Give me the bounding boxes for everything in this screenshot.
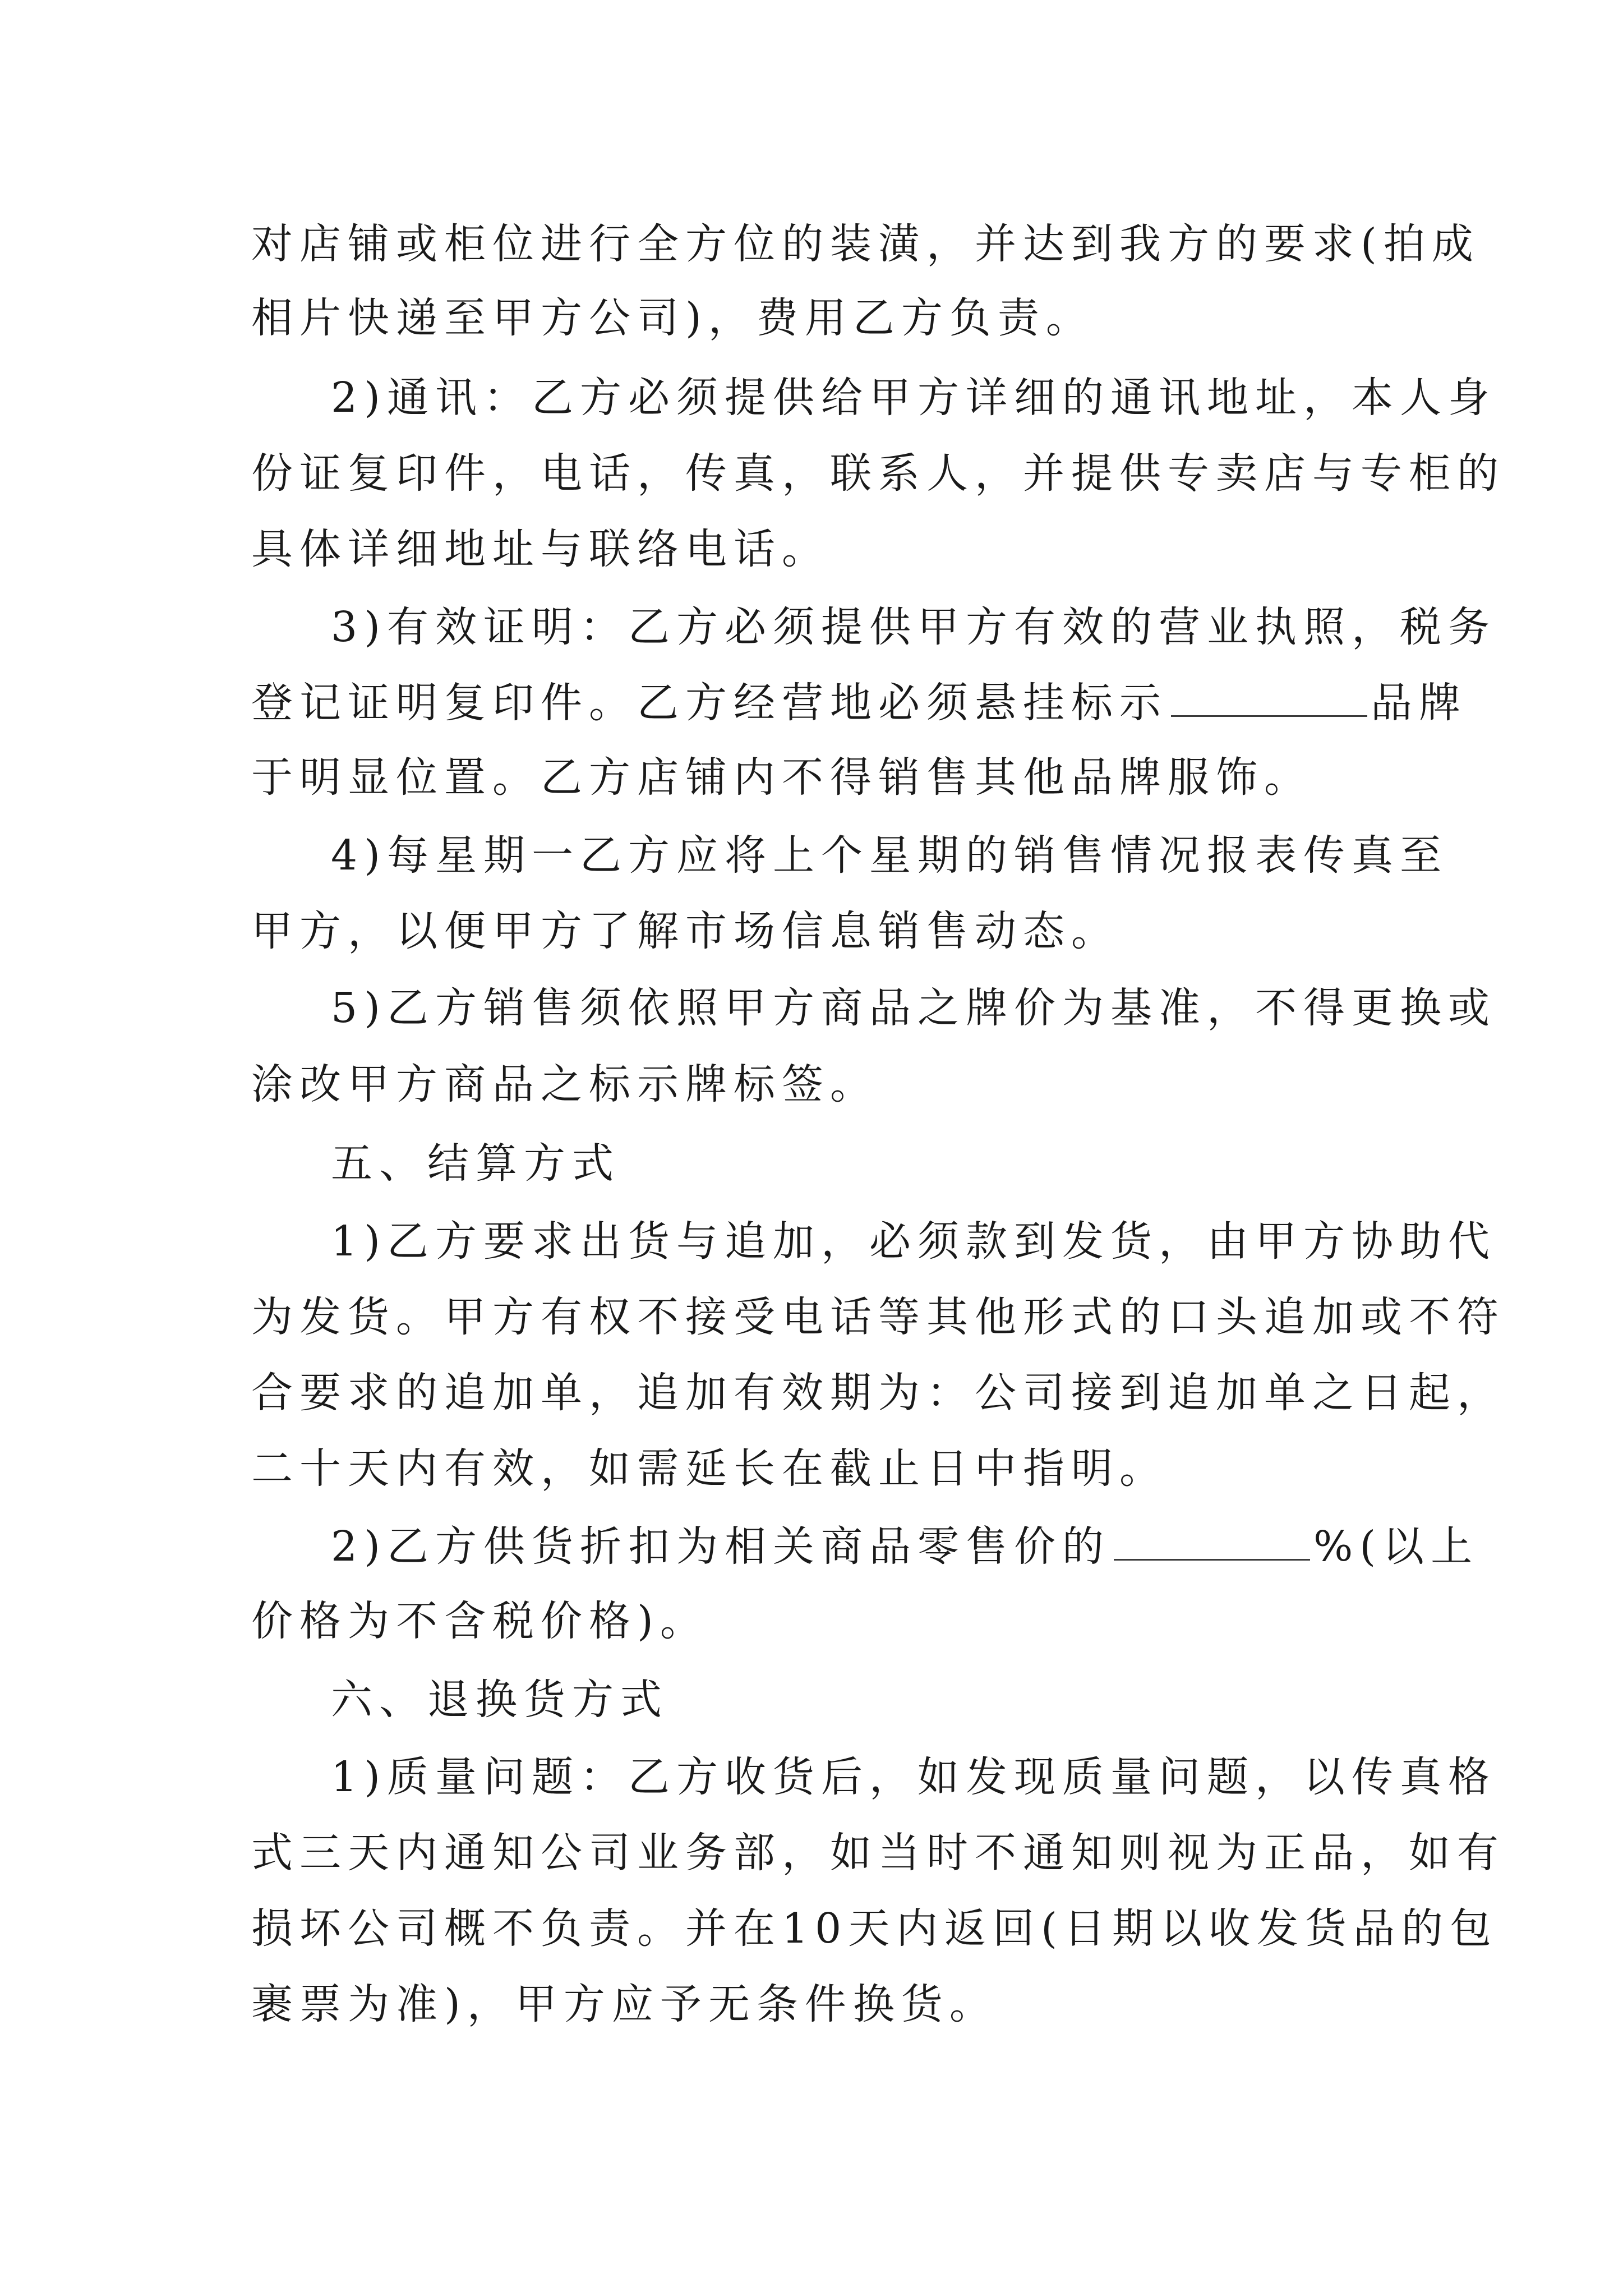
clause-line <box>331 1519 1479 1575</box>
body-text-line: 裹票为准)，甲方应予无条件换货。 <box>251 1980 998 2028</box>
clause-line: 4)每星期一乙方应将上个星期的销售情况报表传真至 <box>331 831 1448 880</box>
section-heading: 六、退换货方式 <box>331 1676 668 1724</box>
section-heading: 五、结算方式 <box>331 1139 620 1188</box>
line-text-before-blank: 2)乙方供货折扣为相关商品零售价的 <box>331 1522 1110 1571</box>
body-text-line: 具体详细地址与联络电话。 <box>251 525 830 573</box>
body-text-line: 价格为不含税价格)。 <box>251 1597 708 1645</box>
body-text-line: 为发货。甲方有权不接受电话等其他形式的口头追加或不符 <box>251 1293 1505 1341</box>
body-text-line: 于明显位置。乙方店铺内不得销售其他品牌服饰。 <box>251 753 1312 802</box>
line-text-before-blank: 登记证明复印件。乙方经营地必须悬挂标示 <box>251 679 1168 727</box>
body-text-line: 合要求的追加单，追加有效期为：公司接到追加单之日起， <box>251 1369 1505 1417</box>
body-text-line: 二十天内有效，如需延长在截止日中指明。 <box>251 1444 1168 1493</box>
clause-line: 1)质量问题：乙方收货后，如发现质量问题，以传真格 <box>331 1753 1496 1801</box>
body-text-line: 式三天内通知公司业务部，如当时不通知则视为正品，如有 <box>251 1829 1505 1877</box>
body-text-line: 甲方，以便甲方了解市场信息销售动态。 <box>251 907 1119 955</box>
body-text-line <box>251 675 1467 731</box>
body-text-line: 对店铺或柜位进行全方位的装潢，并达到我方的要求(拍成 <box>251 220 1480 268</box>
discount-percent-blank <box>1114 1519 1310 1561</box>
clause-line: 2)通讯：乙方必须提供给甲方详细的通讯地址，本人身 <box>331 374 1496 422</box>
brand-name-blank <box>1171 675 1367 717</box>
line-text-after-blank: 品牌 <box>1371 679 1467 727</box>
clause-line: 1)乙方要求出货与追加，必须款到发货，由甲方协助代 <box>331 1217 1496 1266</box>
body-text-line: 涂改甲方商品之标示牌标签。 <box>251 1060 878 1108</box>
body-text-line: 相片快递至甲方公司)，费用乙方负责。 <box>251 294 1094 342</box>
line-text-after-blank: %(以上 <box>1313 1522 1479 1571</box>
clause-line: 5)乙方销售须依照甲方商品之牌价为基准，不得更换或 <box>331 984 1496 1032</box>
body-text-line: 损坏公司概不负责。并在10天内返回(日期以收发货品的包 <box>251 1904 1498 1953</box>
clause-line: 3)有效证明：乙方必须提供甲方有效的营业执照，税务 <box>331 603 1496 651</box>
body-text-line: 份证复印件，电话，传真，联系人，并提供专卖店与专柜的 <box>251 449 1505 498</box>
